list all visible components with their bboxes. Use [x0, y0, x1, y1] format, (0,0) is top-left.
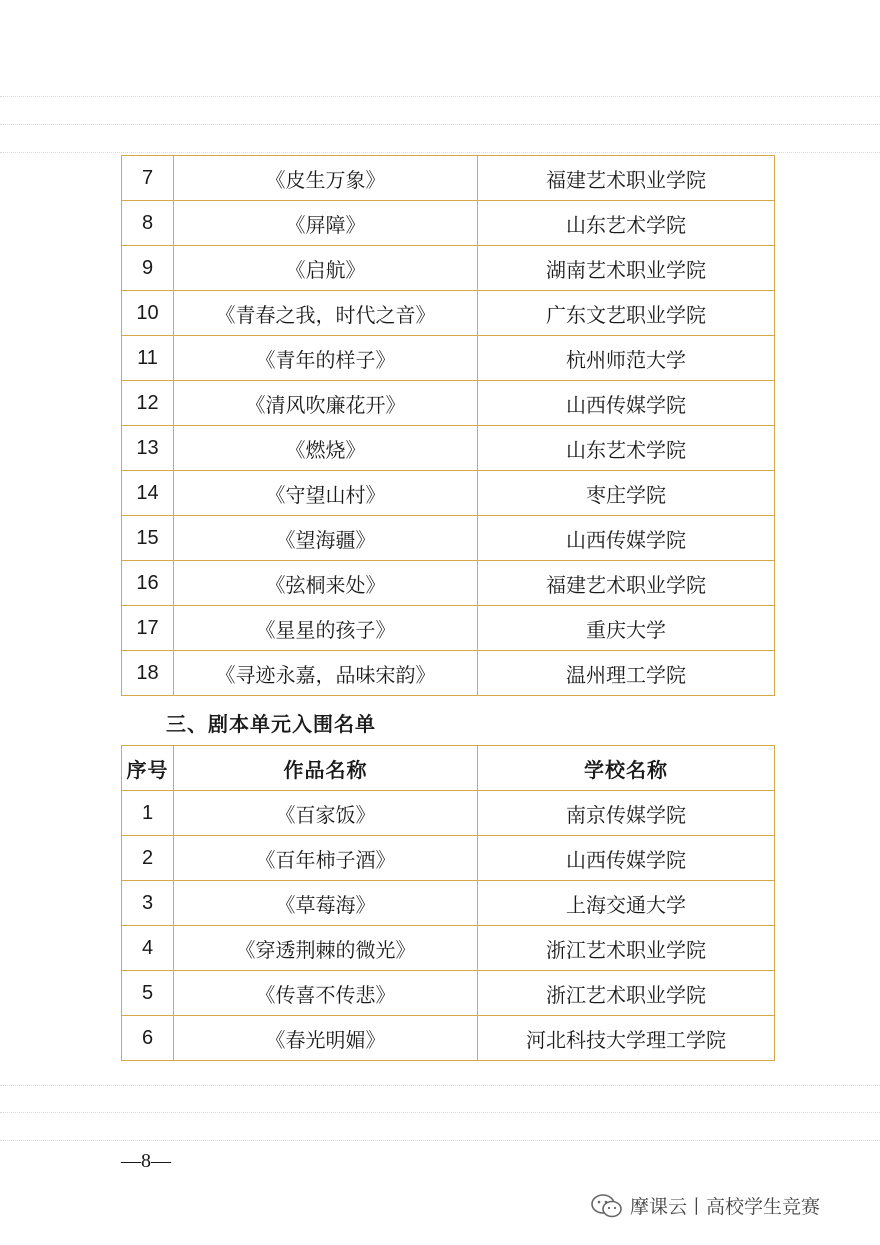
work-title: 《百年柿子酒》 — [174, 836, 478, 881]
table-row — [122, 426, 775, 471]
section-title: 三、剧本单元入围名单 — [166, 712, 376, 736]
row-number: 15 — [122, 516, 174, 561]
school-name: 福建艺术职业学院 — [478, 156, 775, 201]
table-row — [122, 606, 775, 651]
row-number: 9 — [122, 246, 174, 291]
work-title: 《青春之我，时代之音》 — [174, 291, 478, 336]
table-row — [122, 926, 775, 971]
watermark — [590, 1192, 820, 1219]
work-title: 《穿透荆棘的微光》 — [174, 926, 478, 971]
table-row — [122, 516, 775, 561]
work-title: 《清风吹廉花开》 — [174, 381, 478, 426]
row-number: 5 — [122, 971, 174, 1016]
work-title: 《星星的孩子》 — [174, 606, 478, 651]
school-name: 南京传媒学院 — [478, 791, 775, 836]
row-number: 13 — [122, 426, 174, 471]
upper-table — [121, 155, 775, 696]
school-name: 福建艺术职业学院 — [478, 561, 775, 606]
row-number: 11 — [122, 336, 174, 381]
work-title: 《屏障》 — [174, 201, 478, 246]
work-title: 《寻迹永嘉，品味宋韵》 — [174, 651, 478, 696]
work-title: 《草莓海》 — [174, 881, 478, 926]
row-number: 7 — [122, 156, 174, 201]
table-row — [122, 561, 775, 606]
work-title: 《守望山村》 — [174, 471, 478, 516]
row-number: 2 — [122, 836, 174, 881]
row-number: 18 — [122, 651, 174, 696]
work-title: 《百家饭》 — [174, 791, 478, 836]
row-number: 4 — [122, 926, 174, 971]
work-title: 《皮生万象》 — [174, 156, 478, 201]
table-row — [122, 1016, 775, 1061]
table-row — [122, 836, 775, 881]
work-title: 《弦桐来处》 — [174, 561, 478, 606]
table-header-row — [122, 746, 775, 791]
row-number: 1 — [122, 791, 174, 836]
school-name: 山东艺术学院 — [478, 201, 775, 246]
school-name: 湖南艺术职业学院 — [478, 246, 775, 291]
school-name: 山西传媒学院 — [478, 516, 775, 561]
work-title: 《青年的样子》 — [174, 336, 478, 381]
table-row — [122, 471, 775, 516]
school-name: 温州理工学院 — [478, 651, 775, 696]
work-title: 《燃烧》 — [174, 426, 478, 471]
work-title: 《启航》 — [174, 246, 478, 291]
header-school: 学校名称 — [478, 746, 775, 791]
school-name: 杭州师范大学 — [478, 336, 775, 381]
row-number: 17 — [122, 606, 174, 651]
table-row — [122, 381, 775, 426]
school-name: 山东艺术学院 — [478, 426, 775, 471]
wechat-icon — [590, 1193, 624, 1219]
row-number: 12 — [122, 381, 174, 426]
header-number: 序号 — [122, 746, 174, 791]
school-name: 浙江艺术职业学院 — [478, 926, 775, 971]
table-row — [122, 156, 775, 201]
work-title: 《传喜不传悲》 — [174, 971, 478, 1016]
work-title: 《望海疆》 — [174, 516, 478, 561]
header-work: 作品名称 — [174, 746, 478, 791]
table-row — [122, 201, 775, 246]
table-row — [122, 881, 775, 926]
school-name: 山西传媒学院 — [478, 836, 775, 881]
script-table — [121, 745, 775, 1061]
school-name: 山西传媒学院 — [478, 381, 775, 426]
row-number: 16 — [122, 561, 174, 606]
row-number: 3 — [122, 881, 174, 926]
table-row — [122, 651, 775, 696]
school-name: 浙江艺术职业学院 — [478, 971, 775, 1016]
table-row — [122, 336, 775, 381]
row-number: 14 — [122, 471, 174, 516]
row-number: 8 — [122, 201, 174, 246]
table-row — [122, 791, 775, 836]
school-name: 上海交通大学 — [478, 881, 775, 926]
table-row — [122, 246, 775, 291]
work-title: 《春光明媚》 — [174, 1016, 478, 1061]
row-number: 6 — [122, 1016, 174, 1061]
row-number: 10 — [122, 291, 174, 336]
school-name: 重庆大学 — [478, 606, 775, 651]
page-number: —8— — [121, 1150, 171, 1172]
table-row — [122, 291, 775, 336]
watermark-text: 摩课云丨高校学生竞赛 — [630, 1196, 821, 1218]
school-name: 河北科技大学理工学院 — [478, 1016, 775, 1061]
table-row — [122, 971, 775, 1016]
school-name: 广东文艺职业学院 — [478, 291, 775, 336]
school-name: 枣庄学院 — [478, 471, 775, 516]
